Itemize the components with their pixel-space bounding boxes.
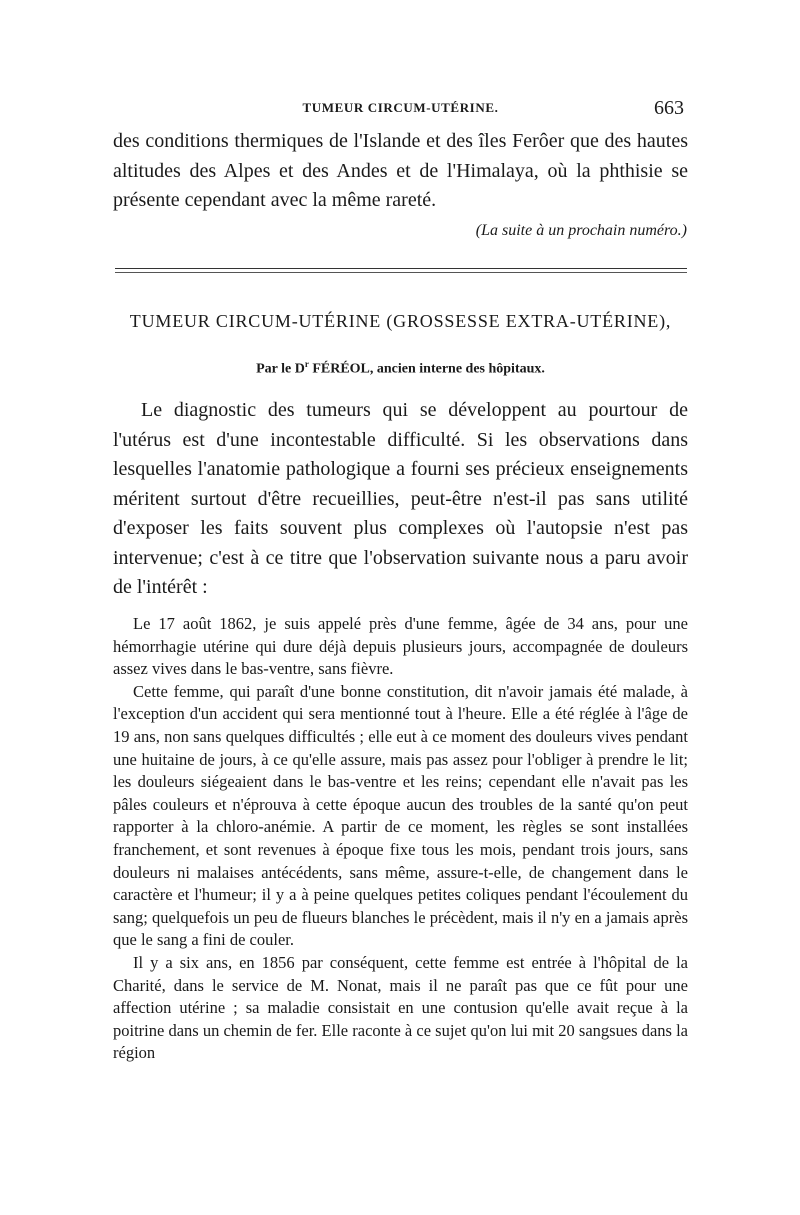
section-divider xyxy=(115,268,687,269)
running-title: TUMEUR CIRCUM-UTÉRINE. xyxy=(302,100,499,115)
case-paragraph: Le 17 août 1862, je suis appelé près d'une femme, âgée de 34 ans, pour une hémorrhagie utérine qui dure déjà depuis plusieurs jours, accompagnée de douleurs assez vives dans le bas-ventre, sans fièvre. xyxy=(113,614,688,679)
running-head xyxy=(113,96,688,120)
intro-paragraph: Le diagnostic des tumeurs qui se développent au pourtour de l'utérus est d'une incontestable difficulté. Si les observations dans lesquelles l'anatomie pathologique a fourni ses précieux enseignements méritent surtout d'être recueillies, peut-être n'est-il pas sans utilité d'exposer les faits souvent plus complexes où l'autopsie n'est pas intervenue; c'est à ce titre que l'observation suivante nous a paru avoir de l'intérêt : xyxy=(113,399,688,598)
byline-superscript: r xyxy=(304,359,309,369)
intro-block xyxy=(113,396,688,603)
to-be-continued-note: (La suite à un prochain numéro.) xyxy=(475,222,687,239)
case-report xyxy=(113,613,688,1065)
byline-rest: FÉRÉOL, ancien interne des hôpitaux. xyxy=(308,361,545,377)
continued-paragraph: des conditions thermiques de l'Islande et des îles Ferôer que des hautes altitudes des Alpes et des Andes et de l'Himalaya, où la phthisie se présente cependant avec la même rareté. xyxy=(113,130,688,211)
case-paragraph: Il y a six ans, en 1856 par conséquent, cette femme est entrée à l'hôpital de la Charité, dans le service de M. Nonat, mais il ne paraît pas que ce fût pour une affection utérine ; sa maladie consistait en une contusion qu'elle avait reçue à la poitrine dans un chemin de fer. Elle raconte à ce sujet qu'on lui mit 20 sangsues dans la région xyxy=(113,952,688,1063)
article-title: TUMEUR CIRCUM-UTÉRINE (GROSSESSE EXTRA-UTÉRINE), xyxy=(129,311,672,331)
byline xyxy=(113,353,688,381)
byline-prefix: Par le D xyxy=(256,361,305,377)
page-number: 663 xyxy=(654,97,684,119)
case-paragraph: Cette femme, qui paraît d'une bonne constitution, dit n'avoir jamais été malade, à l'exception d'un accident qui sera mentionné tout à l'heure. Elle a été réglée à l'âge de 19 ans, non sans quelques difficultés ; elle eut à ce moment des douleurs vives pendant une huitaine de jours, à ce qu'elle assure, mais pas assez pour l'obliger à prendre le lit; les douleurs siégeaient dans le bas-ventre et les reins; cependant elle n'avait pas les pâles couleurs et n'éprouva à cette époque aucun des troubles de la santé qu'on peut rapporter à la chloro-anémie. A partir de ce moment, les règles se sont installées franchement, et sont revenues à époque fixe tous les mois, pendant trois jours, sans douleurs ni malaises antécédents, sans même, assure-t-elle, de changement dans le caractère et l'humeur; il y a à peine quelques petites coliques pendant l'écoulement du sang; quelquefois un peu de flueurs blanches le précèdent, mais il n'y en a jamais après que le sang a fini de couler. xyxy=(113,681,688,950)
section-divider-thin xyxy=(115,272,687,273)
continued-paragraph-block xyxy=(113,127,688,216)
